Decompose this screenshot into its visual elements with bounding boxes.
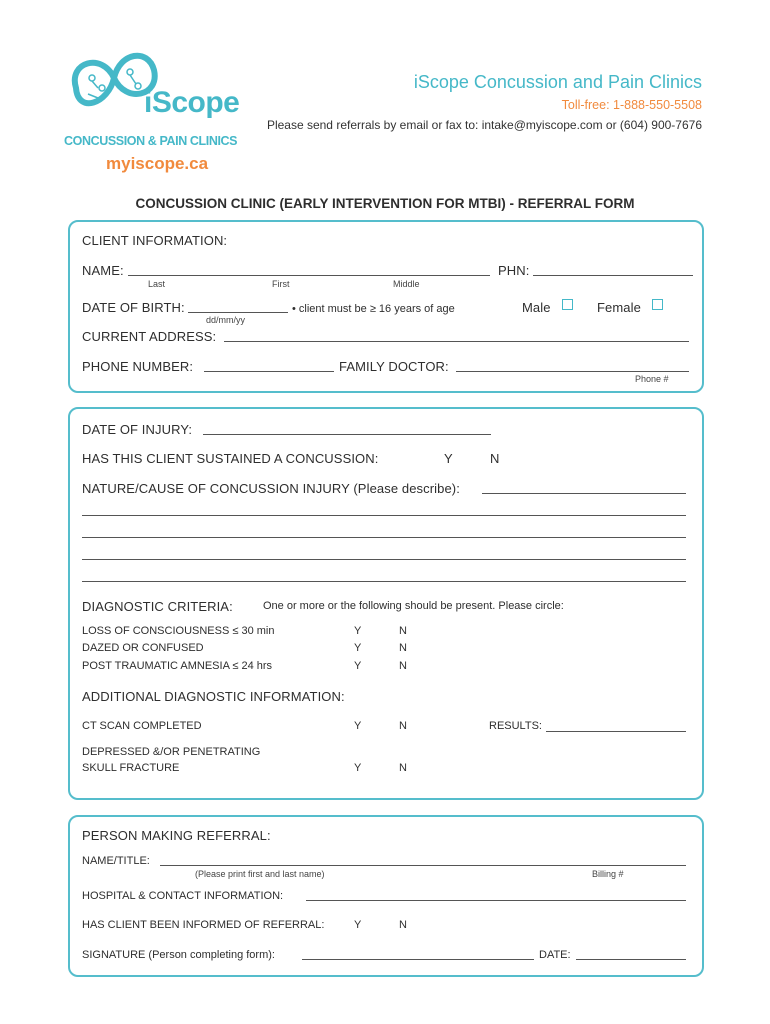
referrer-title: PERSON MAKING REFERRAL: xyxy=(82,828,271,843)
name-label: NAME: xyxy=(82,263,124,278)
criteria-yes[interactable]: Y xyxy=(354,660,362,672)
male-label: Male xyxy=(522,300,551,315)
criteria-label: LOSS OF CONSCIOUSNESS ≤ 30 min xyxy=(82,625,275,637)
dob-format-hint: dd/mm/yy xyxy=(206,315,246,325)
doctor-field[interactable] xyxy=(456,371,689,372)
male-checkbox[interactable] xyxy=(562,299,573,310)
phone-field[interactable] xyxy=(204,371,334,372)
nature-field-3[interactable] xyxy=(82,537,686,538)
sustained-no[interactable]: N xyxy=(490,451,500,466)
criteria-no[interactable]: N xyxy=(399,642,407,654)
address-field[interactable] xyxy=(224,341,689,342)
signature-field[interactable] xyxy=(302,959,534,960)
print-note: (Please print first and last name) xyxy=(195,869,325,879)
name-field[interactable] xyxy=(128,275,490,276)
ct-label: CT SCAN COMPLETED xyxy=(82,720,202,732)
informed-label: HAS CLIENT BEEN INFORMED OF REFERRAL: xyxy=(82,919,325,931)
sustained-yes[interactable]: Y xyxy=(444,451,453,466)
dob-label: DATE OF BIRTH: xyxy=(82,300,185,315)
hospital-label: HOSPITAL & CONTACT INFORMATION: xyxy=(82,890,284,902)
female-label: Female xyxy=(597,300,641,315)
age-note: • client must be ≥ 16 years of age xyxy=(292,303,455,315)
female-checkbox[interactable] xyxy=(652,299,663,310)
referral-note: Please send referrals by email or fax to: intake@myiscope.com or (604) 900-7676 xyxy=(266,118,702,132)
form-title: CONCUSSION CLINIC (EARLY INTERVENTION FOR MTBI) - REFERRAL FORM xyxy=(135,196,635,211)
sign-date-label: DATE: xyxy=(539,949,571,961)
dob-field[interactable] xyxy=(188,312,288,313)
billing-hint: Billing # xyxy=(592,869,624,879)
name-first-hint: First xyxy=(272,279,290,289)
diag-title: DIAGNOSTIC CRITERIA: xyxy=(82,599,233,614)
nature-field-4[interactable] xyxy=(82,559,686,560)
clinic-name: iScope Concussion and Pain Clinics xyxy=(413,72,702,92)
results-field[interactable] xyxy=(546,731,686,732)
criteria-no[interactable]: N xyxy=(399,660,407,672)
logo-word: iScope xyxy=(144,86,240,119)
logo-subtitle: CONCUSSION & PAIN CLINICS xyxy=(64,134,238,148)
informed-no[interactable]: N xyxy=(399,919,407,931)
skull-label-1: DEPRESSED &/OR PENETRATING xyxy=(82,746,261,758)
phone-label: PHONE NUMBER: xyxy=(82,359,194,374)
additional-title: ADDITIONAL DIAGNOSTIC INFORMATION: xyxy=(82,689,345,704)
nature-label: NATURE/CAUSE OF CONCUSSION INJURY (Please describe): xyxy=(82,481,460,496)
informed-yes[interactable]: Y xyxy=(354,919,362,931)
doctor-phone-hint: Phone # xyxy=(635,374,669,384)
injury-date-field[interactable] xyxy=(203,434,491,435)
skull-yes[interactable]: Y xyxy=(354,762,362,774)
hospital-field[interactable] xyxy=(306,900,686,901)
ct-yes[interactable]: Y xyxy=(354,720,362,732)
name-title-field[interactable] xyxy=(160,865,686,866)
injury-date-label: DATE OF INJURY: xyxy=(82,422,193,437)
logo-url: myiscope.ca xyxy=(106,154,209,173)
nature-field-5[interactable] xyxy=(82,581,686,582)
skull-no[interactable]: N xyxy=(399,762,407,774)
address-label: CURRENT ADDRESS: xyxy=(82,329,217,344)
name-middle-hint: Middle xyxy=(393,279,420,289)
toll-free: Toll-free: 1-888-550-5508 xyxy=(561,98,702,112)
sign-date-field[interactable] xyxy=(576,959,686,960)
criteria-yes[interactable]: Y xyxy=(354,625,362,637)
criteria-yes[interactable]: Y xyxy=(354,642,362,654)
doctor-label: FAMILY DOCTOR: xyxy=(339,359,449,374)
criteria-label: POST TRAUMATIC AMNESIA ≤ 24 hrs xyxy=(82,660,273,672)
criteria-label: DAZED OR CONFUSED xyxy=(82,642,204,654)
skull-label-2: SKULL FRACTURE xyxy=(82,762,180,774)
signature-label: SIGNATURE (Person completing form): xyxy=(82,949,275,961)
nature-field-1[interactable] xyxy=(482,493,686,494)
nature-field-2[interactable] xyxy=(82,515,686,516)
diag-note: One or more or the following should be present. Please circle: xyxy=(263,600,564,612)
sustained-label: HAS THIS CLIENT SUSTAINED A CONCUSSION: xyxy=(82,451,379,466)
phn-field[interactable] xyxy=(533,275,693,276)
client-section-title: CLIENT INFORMATION: xyxy=(82,233,228,248)
name-last-hint: Last xyxy=(148,279,166,289)
name-title-label: NAME/TITLE: xyxy=(82,855,150,867)
criteria-no[interactable]: N xyxy=(399,625,407,637)
results-label: RESULTS: xyxy=(489,720,542,732)
ct-no[interactable]: N xyxy=(399,720,407,732)
phn-label: PHN: xyxy=(498,263,530,278)
logo xyxy=(64,48,244,178)
